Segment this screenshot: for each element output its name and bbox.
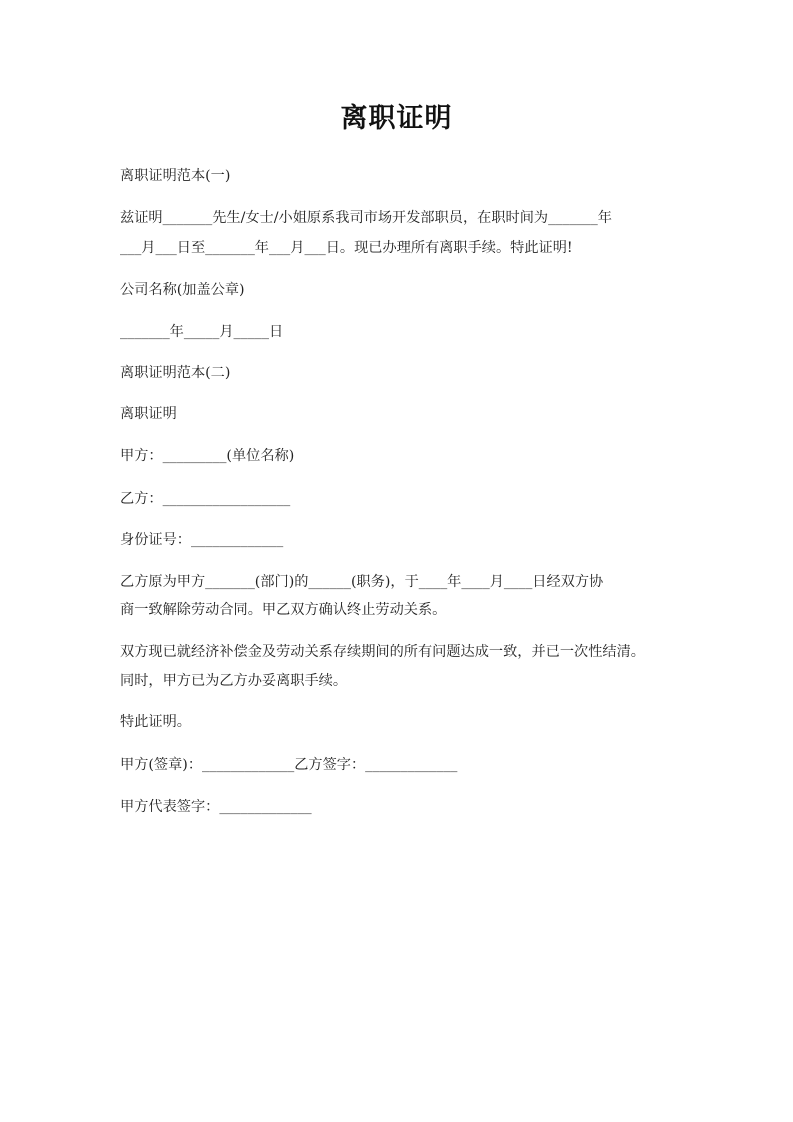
representative-signature-line: 甲方代表签字：_____________ — [120, 799, 312, 815]
document-title: 离职证明 — [340, 103, 453, 134]
termination-paragraph-line-1: 乙方原为甲方_______(部门)的______(职务)，于____年____月____日经双方协 — [120, 574, 604, 590]
company-name-label: 公司名称(加盖公章) — [120, 282, 245, 298]
sample1-date-line: _______年_____月_____日 — [120, 324, 284, 340]
sample1-body-line-2: ___月___日至_______年___月___日。现已办理所有离职手续。特此证明! — [120, 240, 573, 256]
sample2-heading: 离职证明范本(二) — [120, 365, 231, 381]
termination-paragraph-line-2: 商一致解除劳动合同。甲乙双方确认终止劳动关系。 — [120, 602, 447, 618]
sample1-heading: 离职证明范本(一) — [120, 168, 231, 184]
signatures-line: 甲方(签章)：_____________乙方签字：_____________ — [120, 757, 458, 773]
party-b-line: 乙方：__________________ — [120, 491, 291, 507]
certify-statement: 特此证明。 — [120, 714, 191, 730]
sample2-subtitle: 离职证明 — [120, 406, 177, 422]
settlement-paragraph-line-2: 同时，甲方已为乙方办妥离职手续。 — [120, 673, 348, 689]
sample1-body-line-1: 兹证明_______先生/女士/小姐原系我司市场开发部职员，在职时间为_______年 — [120, 210, 612, 226]
settlement-paragraph-line-1: 双方现已就经济补偿金及劳动关系存续期间的所有问题达成一致，并已一次性结清。 — [120, 644, 645, 660]
party-a-line: 甲方：_________(单位名称) — [120, 448, 295, 464]
id-number-line: 身份证号：_____________ — [120, 532, 284, 548]
